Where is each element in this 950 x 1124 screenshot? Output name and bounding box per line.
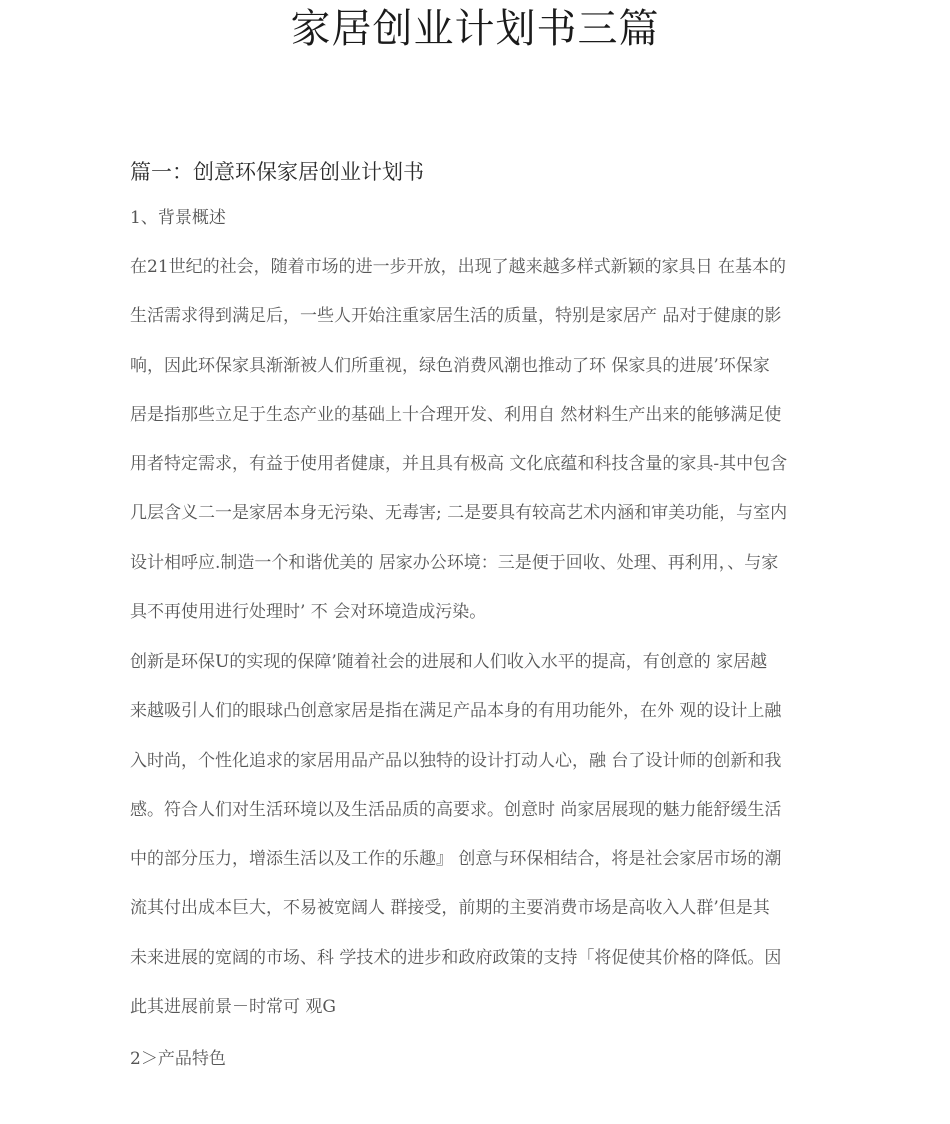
paragraph-line: 设计相呼应.制造一个和谐优美的 居家办公环境：三是便于回收、处理、再利用，、与家 — [130, 552, 779, 573]
section-heading: 篇一：创意环保家居创业计划书 — [130, 160, 424, 184]
paragraph-line: 生活需求得到满足后，一些人开始注重家居生活的质量，特别是家居产 品对于健康的影 — [130, 306, 782, 327]
paragraph-innovation — [130, 638, 830, 1032]
paragraph-background — [130, 243, 830, 637]
paragraph-line: 入时尚，个性化追求的家居用品产品以独特的设计打动人心，融 台了设计师的创新和我 — [130, 750, 782, 771]
paragraph-line: 感。符合人们对生活环境以及生活品质的高要求。创意时 尚家居展现的魅力能舒缓生活 — [130, 799, 782, 820]
paragraph-line: 中的部分压力，增添生活以及工作的乐趣』 创意与环保相结合，将是社会家居市场的潮 — [130, 849, 782, 870]
paragraph-line: 用者特定需求，有益于使用者健康，并且具有极高 文化底蕴和科技含量的家具-其中包含 — [130, 454, 788, 475]
paragraph-line: 居是指那些立足于生态产业的基础上十合理开发、利用自 然材料生产出来的能够满足使 — [130, 404, 782, 425]
paragraph-line: 创新是环保U的实现的保障’随着社会的进展和人们收入水平的提高，有创意的 家居越 — [130, 652, 768, 672]
paragraph-line: 来越吸引人们的眼球凸创意家居是指在满足产品本身的有用功能外，在外 观的设计上融 — [130, 701, 782, 722]
paragraph-line: 流其付出成本巨大，不易被宽阔人 群接受，前期的主要消费市场是高收入人群’但是其 — [130, 898, 770, 919]
paragraph-line: 几层含义二一是家居本身无污染、无毒害; 二是要具有较高艺术内涵和审美功能，与室内 — [130, 503, 788, 524]
paragraph-line: 在21世纪的社会，随着市场的进一步开放，出现了越来越多样式新颖的家具日 在基本的 — [130, 257, 787, 277]
subheading-product-features: 2＞产品特色 — [130, 1049, 226, 1069]
subheading-background: 1、背景概述 — [130, 208, 226, 228]
paragraph-line: 具不再使用进行处理时’ 不 会对环境造成污染。 — [130, 602, 487, 623]
document-title: 家居创业计划书三篇 — [290, 6, 660, 52]
paragraph-line: 响，因此环保家具渐渐被人们所重视，绿色消费风潮也推动了环 保家具的进展’环保家 — [130, 355, 770, 376]
paragraph-line: 此其进展前景－时常可 观G — [130, 997, 336, 1018]
paragraph-line: 未来进展的宽阔的市场、科 学技术的进步和政府政策的支持「将促使其价格的降低。因 — [130, 947, 782, 968]
